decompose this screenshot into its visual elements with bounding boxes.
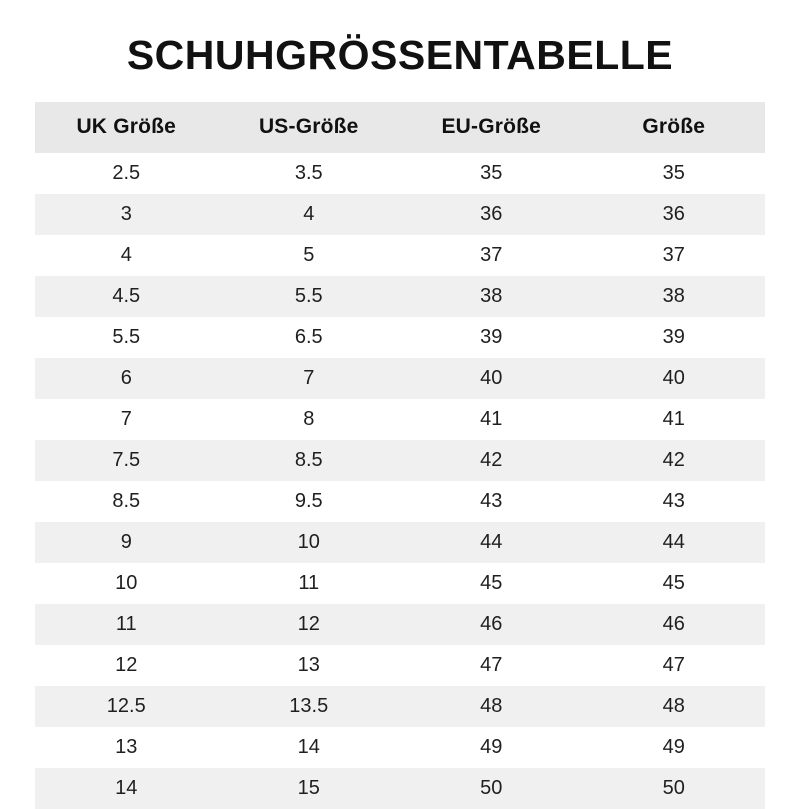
table-row (35, 481, 765, 522)
table-cell: 37 (400, 235, 583, 276)
table-cell: 40 (583, 358, 766, 399)
table-cell: 13.5 (218, 686, 401, 727)
table-cell: 4 (35, 235, 218, 276)
table-cell: 10 (35, 563, 218, 604)
table-cell: 35 (400, 153, 583, 194)
table-cell: 2.5 (35, 153, 218, 194)
table-cell: 50 (400, 768, 583, 809)
table-cell: 45 (400, 563, 583, 604)
size-table-container (0, 102, 800, 809)
table-cell: 39 (583, 317, 766, 358)
table-row (35, 563, 765, 604)
table-cell: 48 (400, 686, 583, 727)
table-cell: 38 (583, 276, 766, 317)
table-cell: 6.5 (218, 317, 401, 358)
table-cell: 7 (35, 399, 218, 440)
shoe-size-table (35, 102, 765, 809)
table-cell: 11 (218, 563, 401, 604)
table-row (35, 727, 765, 768)
table-cell: 8 (218, 399, 401, 440)
table-cell: 13 (218, 645, 401, 686)
table-cell: 44 (400, 522, 583, 563)
table-header-row (35, 102, 765, 153)
table-cell: 9.5 (218, 481, 401, 522)
table-cell: 14 (218, 727, 401, 768)
table-cell: 5 (218, 235, 401, 276)
column-header-eu: EU-Größe (400, 102, 583, 153)
table-cell: 36 (400, 194, 583, 235)
table-cell: 12.5 (35, 686, 218, 727)
table-row (35, 399, 765, 440)
column-header-us: US-Größe (218, 102, 401, 153)
table-cell: 47 (400, 645, 583, 686)
table-cell: 3 (35, 194, 218, 235)
table-cell: 43 (583, 481, 766, 522)
table-cell: 11 (35, 604, 218, 645)
table-cell: 48 (583, 686, 766, 727)
table-header (35, 102, 765, 153)
table-row (35, 194, 765, 235)
table-cell: 5.5 (35, 317, 218, 358)
table-cell: 35 (583, 153, 766, 194)
table-cell: 14 (35, 768, 218, 809)
table-cell: 12 (35, 645, 218, 686)
table-cell: 41 (583, 399, 766, 440)
table-cell: 43 (400, 481, 583, 522)
table-row (35, 768, 765, 809)
table-body (35, 153, 765, 809)
table-cell: 42 (583, 440, 766, 481)
table-cell: 4.5 (35, 276, 218, 317)
table-cell: 10 (218, 522, 401, 563)
table-cell: 7.5 (35, 440, 218, 481)
table-cell: 6 (35, 358, 218, 399)
table-cell: 40 (400, 358, 583, 399)
table-cell: 8.5 (35, 481, 218, 522)
column-header-size: Größe (583, 102, 766, 153)
page-title: SCHUHGRÖSSENTABELLE (126, 32, 674, 78)
table-row (35, 522, 765, 563)
table-row (35, 153, 765, 194)
table-cell: 13 (35, 727, 218, 768)
table-cell: 49 (400, 727, 583, 768)
table-cell: 38 (400, 276, 583, 317)
table-row (35, 276, 765, 317)
table-cell: 50 (583, 768, 766, 809)
table-row (35, 645, 765, 686)
table-cell: 3.5 (218, 153, 401, 194)
table-cell: 12 (218, 604, 401, 645)
table-cell: 45 (583, 563, 766, 604)
table-row (35, 604, 765, 645)
table-cell: 8.5 (218, 440, 401, 481)
column-header-uk: UK Größe (35, 102, 218, 153)
table-cell: 36 (583, 194, 766, 235)
table-cell: 46 (400, 604, 583, 645)
table-cell: 7 (218, 358, 401, 399)
table-cell: 9 (35, 522, 218, 563)
table-row (35, 440, 765, 481)
table-cell: 4 (218, 194, 401, 235)
table-row (35, 686, 765, 727)
table-cell: 15 (218, 768, 401, 809)
table-row (35, 358, 765, 399)
table-cell: 5.5 (218, 276, 401, 317)
table-cell: 47 (583, 645, 766, 686)
table-cell: 42 (400, 440, 583, 481)
table-cell: 39 (400, 317, 583, 358)
table-row (35, 317, 765, 358)
table-cell: 49 (583, 727, 766, 768)
table-cell: 41 (400, 399, 583, 440)
table-cell: 46 (583, 604, 766, 645)
table-cell: 44 (583, 522, 766, 563)
table-cell: 37 (583, 235, 766, 276)
table-row (35, 235, 765, 276)
